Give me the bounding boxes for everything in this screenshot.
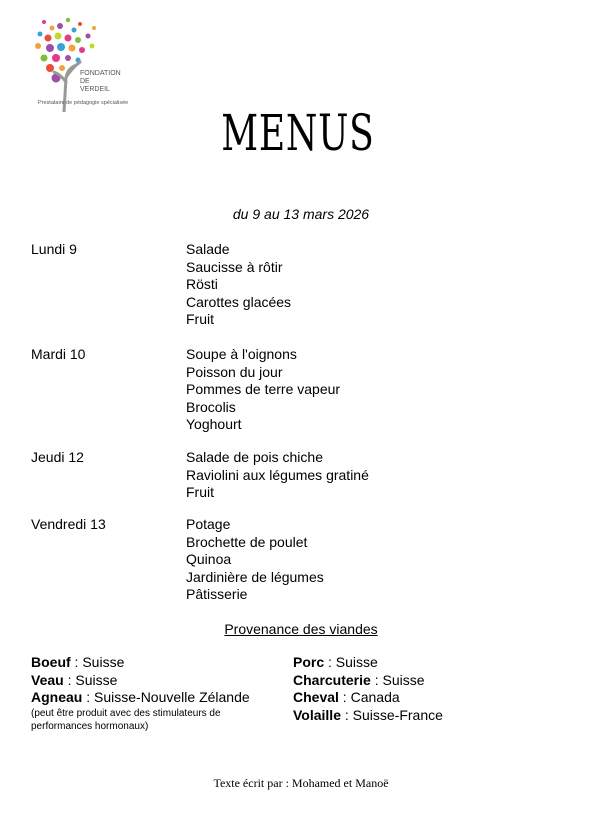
meat-origin: Canada [350,689,400,705]
separator: : [63,671,76,688]
meat-name: Porc [293,654,325,670]
fondation-verdeil-logo [30,16,130,112]
meat-name: Agneau [31,689,83,705]
dish: Pommes de terre vapeur [186,381,341,397]
separator: : [324,654,336,670]
separator: : [338,689,351,705]
provenance-title: Provenance des viandes [224,621,378,637]
meat-name: Charcuterie [293,671,371,688]
meat-origin-row [293,707,443,725]
provenance-left-column [31,654,250,733]
page-title: MENUS [221,104,375,162]
dish: Yoghourt [186,416,242,432]
dish-list-lundi [186,241,291,329]
dish: Poisson du jour [186,363,283,380]
menu-dates: du 9 au 13 mars 2026 [232,206,370,222]
dish: Potage [186,516,231,532]
dish: Saucisse à rôtir [186,258,283,275]
dish: Pâtisserie [186,586,248,602]
meat-origin-row [31,654,250,672]
dish: Fruit [186,484,214,500]
hormone-note-line1: (peut être produit avec des stimulateurs de [31,707,221,719]
meat-name: Boeuf [31,654,71,670]
hormone-note-line2: performances hormonaux) [31,720,149,732]
dish: Brocolis [186,398,236,415]
logo-org-name [80,70,121,94]
logo-org-line3: VERDEIL [80,86,110,93]
meat-origin: Suisse-Nouvelle Zélande [94,689,250,705]
meat-name: Veau [31,671,64,688]
logo-org-line2: DE [80,78,90,85]
separator: : [340,706,353,723]
meat-origin-row [293,672,443,690]
day-label-mardi: Mardi 10 [31,346,86,362]
meat-origin-row [293,654,443,672]
dish: Salade de pois chiche [186,449,323,465]
meat-origin: Suisse-France [352,706,443,723]
dish: Carottes glacées [186,293,292,310]
day-label-lundi: Lundi 9 [31,241,77,257]
separator: : [370,671,383,688]
day-label-vendredi: Vendredi 13 [31,516,106,532]
meat-name: Volaille [293,706,341,723]
dish: Quinoa [186,551,232,567]
dish: Jardinière de légumes [186,568,324,585]
dish: Salade [186,241,230,257]
meat-origin-row [31,672,250,690]
meat-origin-row [293,689,443,707]
meat-name: Cheval [293,689,339,705]
dish: Soupe à l'oignons [186,346,297,362]
separator: : [70,654,83,670]
provenance-right-column [293,654,443,724]
dish-list-jeudi [186,449,369,502]
dish-list-mardi [186,346,340,434]
meat-origin: Suisse [82,654,125,670]
logo-org-line1: FONDATION [80,70,121,77]
dish: Raviolini aux légumes gratiné [186,466,369,483]
meat-origin: Suisse [75,671,118,688]
meat-origin-row [31,689,250,707]
dish-list-vendredi [186,516,324,604]
dish: Brochette de poulet [186,533,308,550]
dish: Fruit [186,311,214,327]
separator: : [82,689,95,705]
logo-tagline: Prestataire de pédagogie spécialisée [38,100,129,106]
author-footer: Texte écrit par : Mohamed et Manoë [213,776,389,790]
meat-origin: Suisse [335,654,378,670]
meat-origin: Suisse [382,671,425,688]
dish: Rösti [186,276,218,292]
day-label-jeudi: Jeudi 12 [31,449,84,465]
